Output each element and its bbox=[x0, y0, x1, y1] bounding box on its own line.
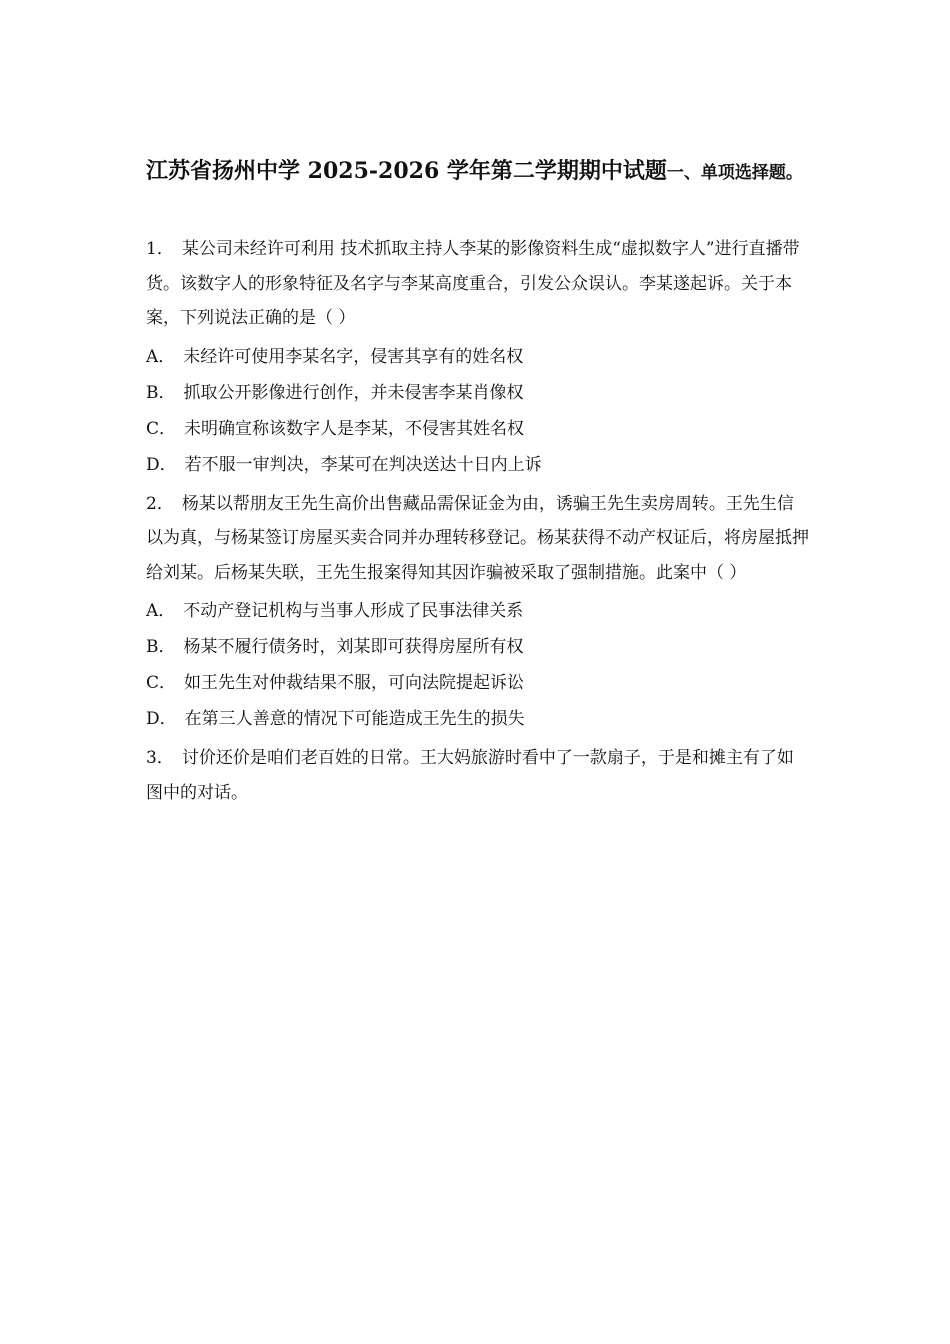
option-text: 不动产登记机构与当事人形成了民事法律关系 bbox=[183, 601, 524, 621]
document-title bbox=[146, 152, 816, 192]
section-heading: 一、单项选择题。 bbox=[666, 163, 803, 183]
option-d bbox=[146, 701, 810, 737]
option-c bbox=[146, 665, 810, 701]
option-b bbox=[146, 629, 810, 665]
option-letter: D． bbox=[146, 709, 177, 729]
question-stem bbox=[146, 741, 810, 810]
option-letter: D． bbox=[146, 454, 177, 475]
question-list bbox=[146, 232, 810, 814]
question-text: 某公司未经许可利用 技术抓取主持人李某的影像资料生成“虚拟数字人”进行直播带货。该数字人的形象特征及名字与李某高度重合，引发公众误认。李某遂起诉。关于本案，下列说法正确的是（ ） bbox=[146, 239, 800, 328]
option-letter: A． bbox=[146, 601, 176, 621]
question-number: 1． bbox=[146, 239, 174, 259]
option-letter: A． bbox=[146, 346, 176, 367]
option-text: 未经许可使用李某名字，侵害其享有的姓名权 bbox=[183, 346, 524, 367]
option-c bbox=[146, 411, 810, 447]
option-letter: B． bbox=[146, 382, 176, 403]
exam-title: 江苏省扬州中学 2025-2026 学年第二学期期中试题 bbox=[146, 158, 667, 184]
question-text: 讨价还价是咱们老百姓的日常。王大妈旅游时看中了一款扇子，于是和摊主有了如图中的对话。 bbox=[146, 748, 794, 803]
option-text: 未明确宣称该数字人是李某，不侵害其姓名权 bbox=[184, 418, 525, 439]
question-2 bbox=[146, 487, 810, 738]
option-d bbox=[146, 447, 810, 483]
option-b bbox=[146, 375, 810, 411]
option-a bbox=[146, 593, 810, 629]
option-text: 抓取公开影像进行创作，并未侵害李某肖像权 bbox=[183, 382, 524, 403]
option-letter: C． bbox=[146, 673, 177, 693]
question-stem bbox=[146, 232, 810, 336]
option-text: 杨某不履行债务时，刘某即可获得房屋所有权 bbox=[183, 637, 524, 657]
option-letter: B． bbox=[146, 637, 176, 657]
option-text: 若不服一审判决，李某可在判决送达十日内上诉 bbox=[184, 454, 542, 475]
option-a bbox=[146, 339, 810, 375]
question-1 bbox=[146, 232, 810, 483]
option-text: 在第三人善意的情况下可能造成王先生的损失 bbox=[184, 709, 525, 729]
question-number: 2． bbox=[146, 493, 174, 514]
question-text: 杨某以帮朋友王先生高价出售藏品需保证金为由，诱骗王先生卖房周转。王先生信以为真，与杨某签订房屋买卖合同并办理转移登记。杨某获得不动产权证后，将房屋抵押给刘某。后杨某失联，王先生报案得知其因诈骗被采取了强制措施。此案中（ ） bbox=[146, 493, 809, 583]
question-stem bbox=[146, 487, 810, 591]
option-letter: C． bbox=[146, 418, 177, 439]
question-number: 3． bbox=[146, 748, 174, 768]
question-3 bbox=[146, 741, 810, 810]
option-text: 如王先生对仲裁结果不服，可向法院提起诉讼 bbox=[184, 673, 525, 693]
